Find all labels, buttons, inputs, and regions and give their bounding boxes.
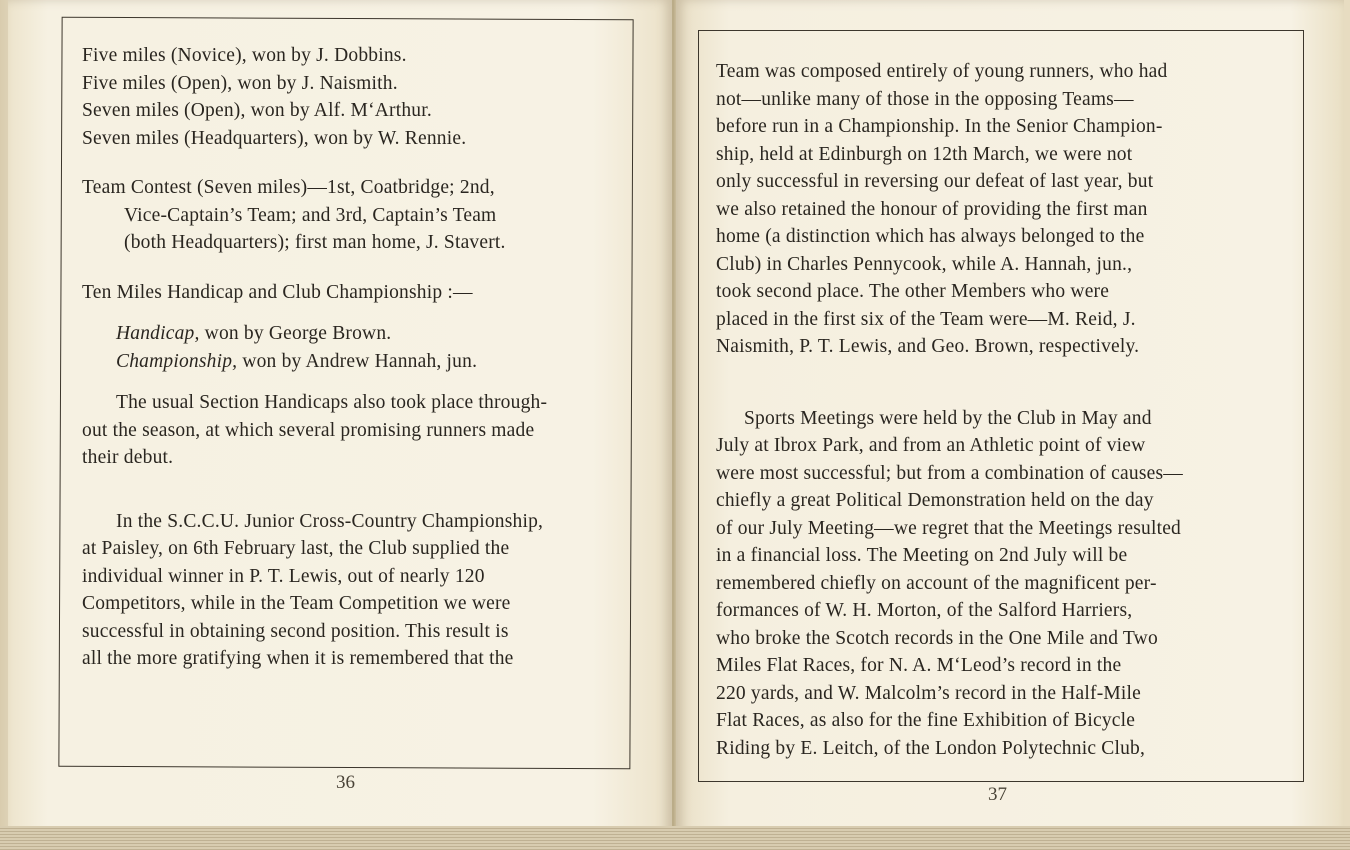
para2-line: were most successful; but from a combination of causes— <box>716 462 1183 484</box>
result-line: Seven miles (Headquarters), won by W. Rennie. <box>82 127 467 149</box>
para1-line: we also retained the honour of providing the first man <box>716 198 1148 220</box>
para1-line: Club) in Charles Pennycook, while A. Hannah, jun., <box>716 253 1133 275</box>
para1-line: Naismith, P. T. Lewis, and Geo. Brown, respectively. <box>716 336 1140 357</box>
scc-para-line: In the S.C.C.U. Junior Cross-Country Championship, <box>116 510 544 532</box>
team-contest-line: Vice-Captain’s Team; and 3rd, Captain’s Team <box>124 204 497 226</box>
para2-line: of our July Meeting—we regret that the Meetings resulted <box>716 517 1181 539</box>
para2-line: Flat Races, as also for the fine Exhibition of Bicycle <box>716 710 1136 731</box>
para2-line: July at Ibrox Park, and from an Athletic point of view <box>716 435 1146 456</box>
section-para-line: their debut. <box>82 447 174 468</box>
result-line: Five miles (Open), won by J. Naismith. <box>82 72 398 94</box>
para2-line: remembered chiefly on account of the magnificent per- <box>716 572 1157 594</box>
right-page <box>676 0 1344 838</box>
result-line: Seven miles (Open), won by Alf. M‘Arthur. <box>82 100 432 121</box>
para1-line: placed in the first six of the Team were—M. Reid, J. <box>716 308 1136 330</box>
team-contest-line: (both Headquarters); first man home, J. Stavert. <box>124 232 506 253</box>
scc-para-line: Competitors, while in the Team Competition we were <box>82 593 511 614</box>
para2-line: formances of W. H. Morton, of the Salford Harriers, <box>716 600 1133 621</box>
ten-miles-heading: Ten Miles Handicap and Club Championship :— <box>82 281 473 303</box>
para2-line: Riding by E. Leitch, of the London Polytechnic Club, <box>716 737 1146 759</box>
left-page-text <box>82 42 628 673</box>
para1-line: ship, held at Edinburgh on 12th March, we were not <box>716 143 1133 165</box>
section-para-line: The usual Section Handicaps also took place through- <box>116 392 548 413</box>
para1-line: took second place. The other Members who were <box>716 281 1110 302</box>
para1-line: not—unlike many of those in the opposing Teams— <box>716 88 1134 110</box>
page-number: 36 <box>336 772 355 793</box>
page-edges <box>0 826 1350 850</box>
para2-line: Sports Meetings were held by the Club in May and <box>744 407 1152 429</box>
para1-line: before run in a Championship. In the Senior Champion- <box>716 116 1163 137</box>
handicap-text: won by George Brown. <box>199 323 392 344</box>
section-para-line: out the season, at which several promising runners made <box>82 419 535 441</box>
championship-label: Championship, <box>116 350 238 372</box>
championship-text: won by Andrew Hannah, jun. <box>237 350 478 372</box>
para2-line: in a financial loss. The Meeting on 2nd July will be <box>716 545 1128 566</box>
scc-para-line: individual winner in P. T. Lewis, out of nearly 120 <box>82 565 485 587</box>
para1-line: home (a distinction which has always belonged to the <box>716 226 1145 247</box>
para2-line: 220 yards, and W. Malcolm’s record in the Half-Mile <box>716 682 1142 704</box>
team-contest-line: Team Contest (Seven miles)—1st, Coatbridge; 2nd, <box>82 177 495 198</box>
result-line: Five miles (Novice), won by J. Dobbins. <box>82 45 407 66</box>
handicap-line <box>82 320 628 348</box>
para2-line: chiefly a great Political Demonstration held on the day <box>716 490 1154 511</box>
page-number: 37 <box>988 784 1007 805</box>
para1-line: Team was composed entirely of young runners, who had <box>716 61 1168 82</box>
scc-para-line: successful in obtaining second position. This result is <box>82 620 509 642</box>
scc-para-line: at Paisley, on 6th February last, the Club supplied the <box>82 538 510 559</box>
para2-line: who broke the Scotch records in the One Mile and Two <box>716 627 1158 649</box>
scc-para-line: all the more gratifying when it is remembered that the <box>82 648 514 669</box>
right-page-text <box>716 58 1252 762</box>
left-page <box>8 0 672 838</box>
para2-line: Miles Flat Races, for N. A. M‘Leod’s record in the <box>716 655 1122 676</box>
handicap-label: Handicap, <box>116 323 200 344</box>
para1-line: only successful in reversing our defeat of last year, but <box>716 171 1154 192</box>
championship-line <box>82 348 628 376</box>
